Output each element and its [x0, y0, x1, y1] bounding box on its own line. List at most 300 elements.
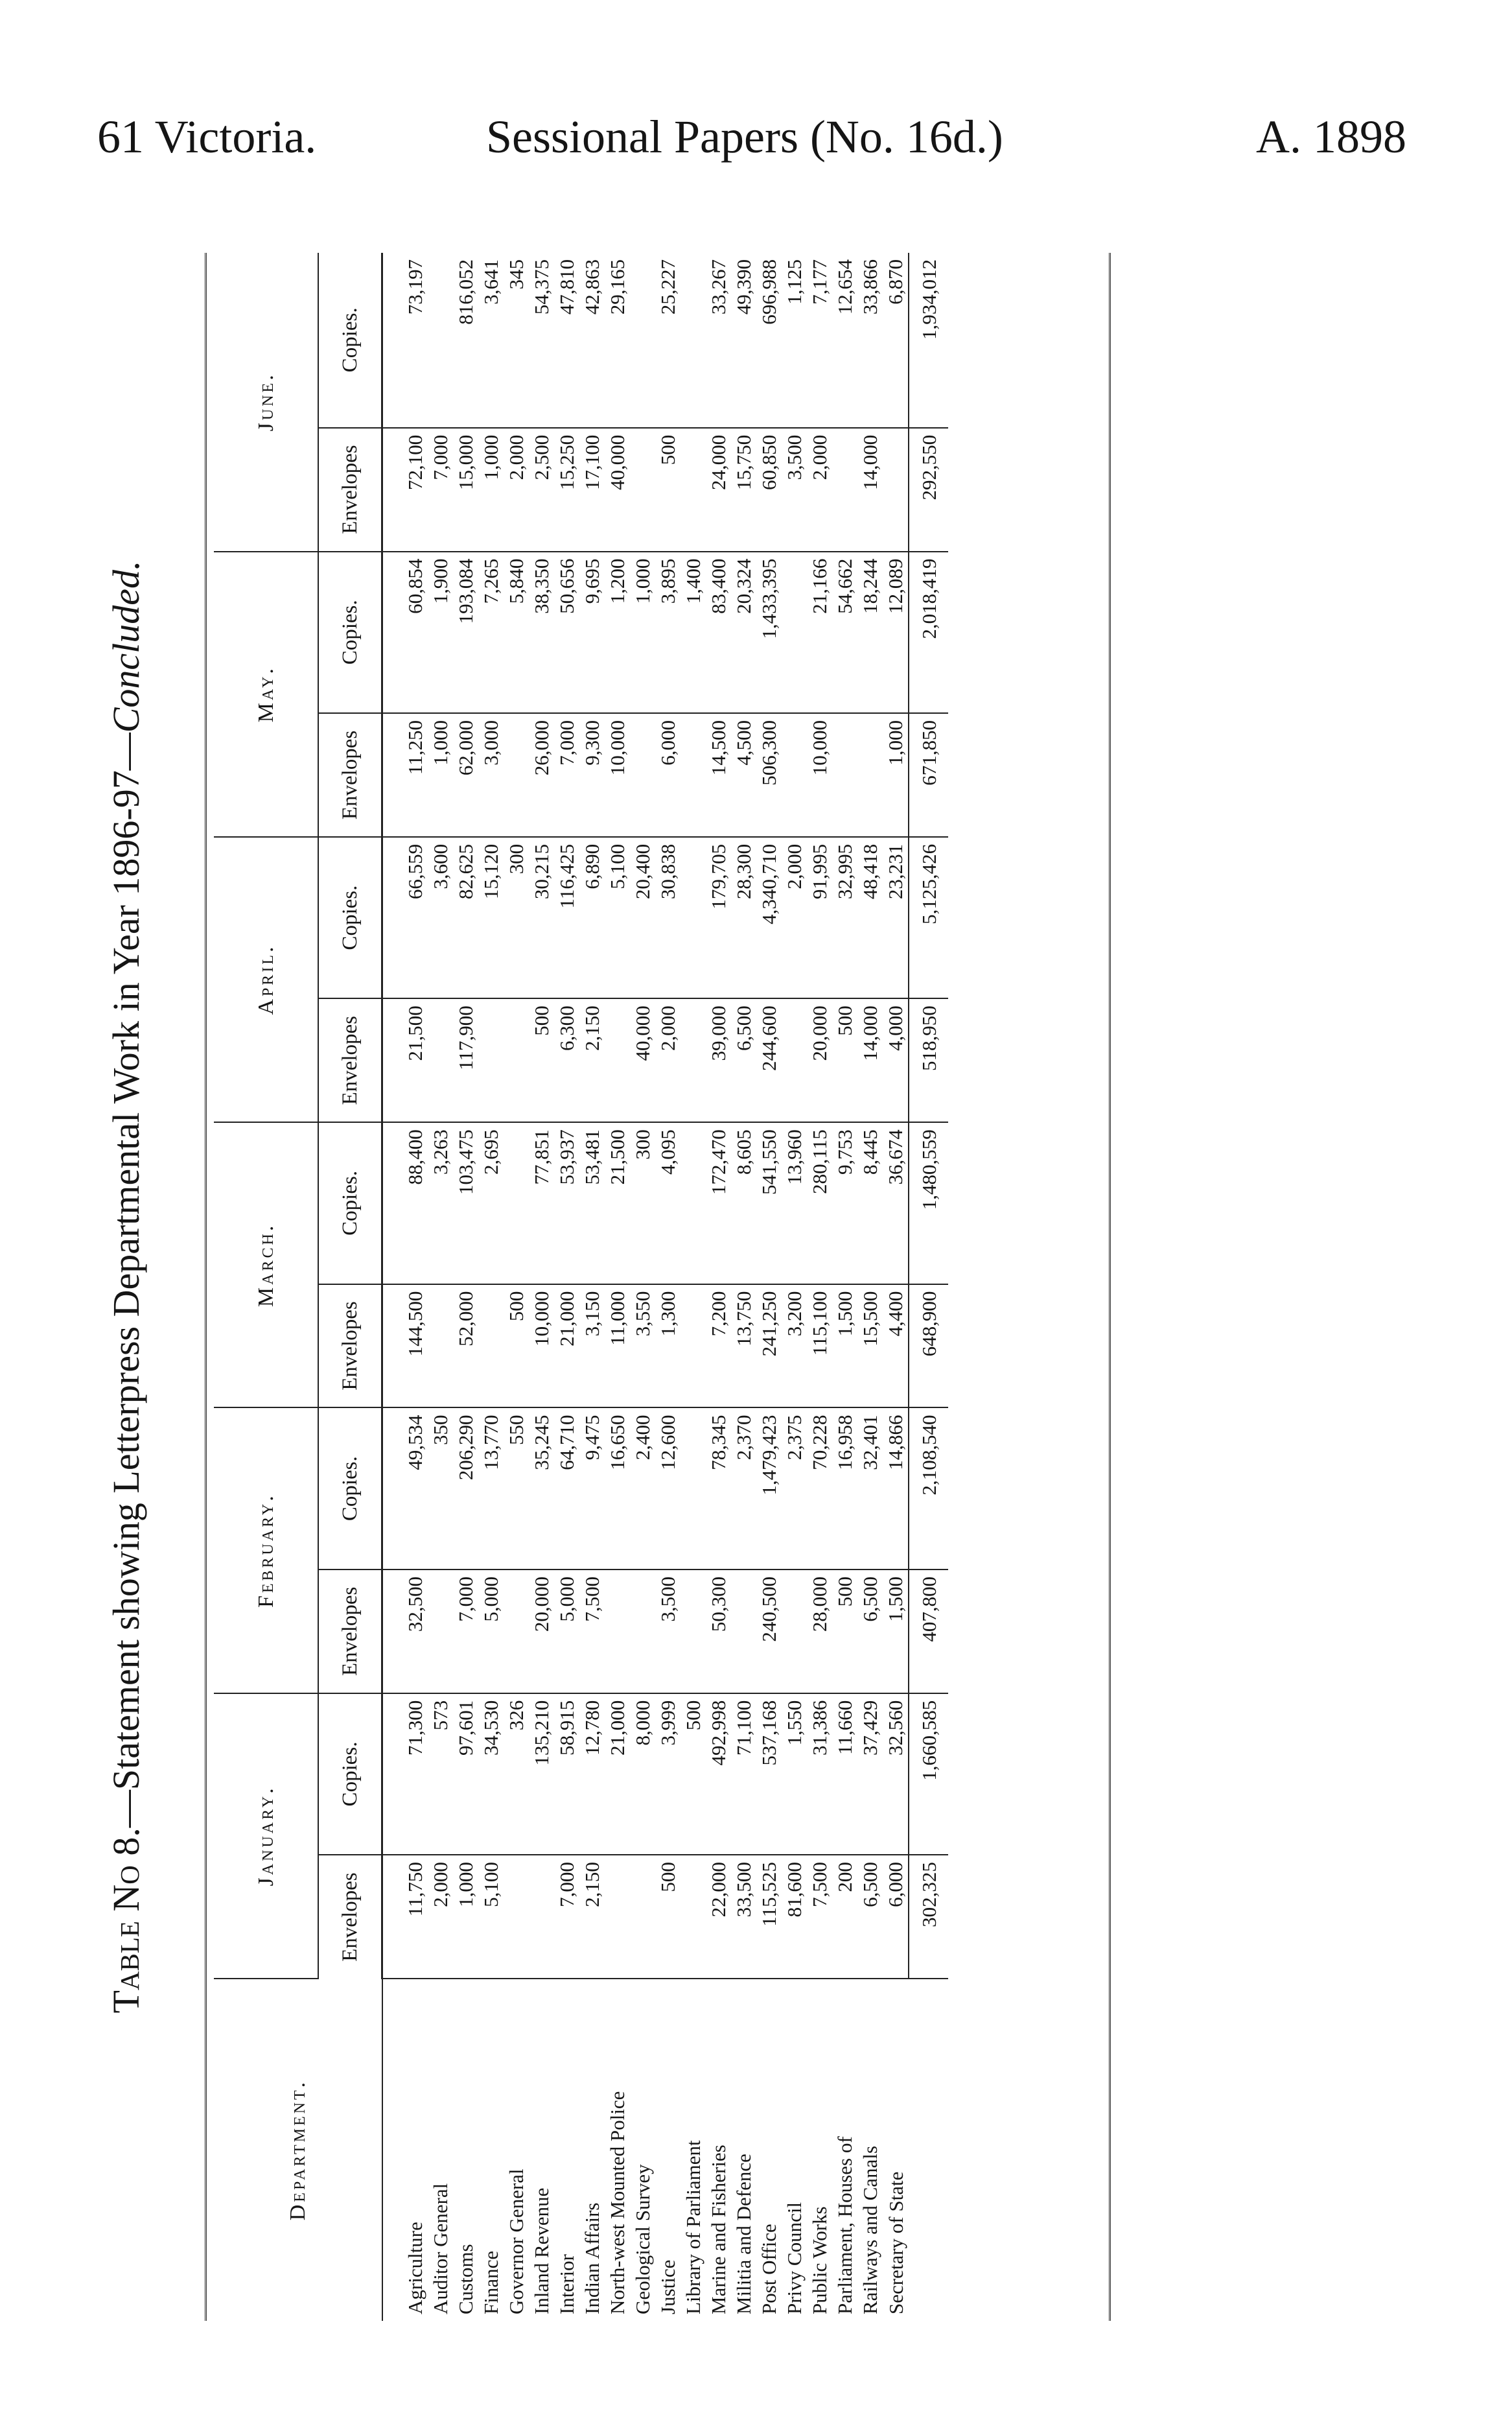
copies-cell: 8,445: [857, 1122, 883, 1284]
envelopes-cell: 81,600: [782, 1855, 807, 1979]
copies-cell: 3,600: [428, 837, 453, 998]
envelopes-cell: [428, 1570, 453, 1693]
copies-header: Copies.: [318, 837, 382, 998]
table-row: [382, 253, 428, 2321]
copies-cell: 7,177: [807, 253, 832, 428]
envelopes-cell: 7,000: [554, 713, 579, 837]
table-row: [478, 253, 504, 2321]
envelopes-cell: 7,200: [706, 1284, 731, 1408]
envelopes-cell: 10,000: [605, 713, 630, 837]
copies-cell: 32,401: [857, 1408, 883, 1570]
copies-cell: 350: [428, 1408, 453, 1570]
envelopes-cell: 500: [832, 1570, 857, 1693]
total-cell: 1,660,585: [909, 1693, 948, 1855]
copies-cell: 13,770: [478, 1408, 504, 1570]
department-name: Parliament, Houses of: [833, 2136, 856, 2314]
envelopes-cell: 6,300: [554, 998, 579, 1122]
copies-cell: 9,475: [579, 1408, 605, 1570]
copies-cell: 54,662: [832, 552, 857, 713]
department-name: Auditor General: [429, 2183, 452, 2314]
table-row: [529, 253, 554, 2321]
envelopes-header: Envelopes: [318, 1855, 382, 1979]
envelopes-cell: 5,100: [478, 1855, 504, 1979]
envelopes-cell: 9,300: [579, 713, 605, 837]
totals-row: [909, 253, 948, 2321]
envelopes-cell: 15,250: [554, 428, 579, 552]
table-top-rule: [205, 253, 207, 2321]
envelopes-cell: 1,000: [453, 1855, 478, 1979]
department-name: Agriculture: [403, 2222, 426, 2314]
copies-cell: 33,267: [706, 253, 731, 428]
copies-cell: 3,641: [478, 253, 504, 428]
copies-cell: 32,995: [832, 837, 857, 998]
copies-cell: 300: [504, 837, 529, 998]
total-cell: 1,480,559: [909, 1122, 948, 1284]
envelopes-cell: [883, 428, 909, 552]
envelopes-cell: 21,000: [554, 1284, 579, 1408]
copies-cell: 34,530: [478, 1693, 504, 1855]
envelopes-cell: [782, 1570, 807, 1693]
copies-cell: 5,100: [605, 837, 630, 998]
copies-cell: 71,100: [731, 1693, 756, 1855]
department-name: Public Works: [808, 2206, 831, 2314]
copies-cell: 53,937: [554, 1122, 579, 1284]
envelopes-cell: 50,300: [706, 1570, 731, 1693]
copies-cell: 37,429: [857, 1693, 883, 1855]
copies-cell: 31,386: [807, 1693, 832, 1855]
month-header: January.: [214, 1693, 318, 1979]
department-name: Geological Survey: [631, 2164, 654, 2314]
envelopes-cell: 240,500: [756, 1570, 782, 1693]
envelopes-cell: 115,525: [756, 1855, 782, 1979]
envelopes-cell: [605, 998, 630, 1122]
envelopes-cell: [680, 1855, 706, 1979]
month-header: February.: [214, 1408, 318, 1693]
copies-cell: 38,350: [529, 552, 554, 713]
envelopes-cell: 20,000: [807, 998, 832, 1122]
envelopes-cell: [478, 1284, 504, 1408]
envelopes-cell: 117,900: [453, 998, 478, 1122]
envelopes-cell: 10,000: [807, 713, 832, 837]
copies-cell: 82,625: [453, 837, 478, 998]
envelopes-cell: 14,500: [706, 713, 731, 837]
envelopes-cell: [680, 1570, 706, 1693]
copies-cell: 2,000: [782, 837, 807, 998]
total-cell: 648,900: [909, 1284, 948, 1408]
page-header: [97, 110, 1406, 188]
copies-cell: 66,559: [382, 837, 428, 998]
table-row: [807, 253, 832, 2321]
envelopes-cell: 17,100: [579, 428, 605, 552]
envelopes-cell: [478, 998, 504, 1122]
table-bottom-rule: [1109, 253, 1111, 2321]
envelopes-cell: 11,750: [382, 1855, 428, 1979]
total-cell: 292,550: [909, 428, 948, 552]
copies-cell: 492,998: [706, 1693, 731, 1855]
envelopes-cell: [630, 713, 655, 837]
copies-cell: 16,650: [605, 1408, 630, 1570]
envelopes-cell: [680, 428, 706, 552]
table-row: [706, 253, 731, 2321]
department-name: Justice: [657, 2259, 679, 2314]
department-name: Railways and Canals: [859, 2145, 881, 2314]
copies-cell: 280,115: [807, 1122, 832, 1284]
copies-cell: 12,600: [655, 1408, 680, 1570]
envelopes-cell: 33,500: [731, 1855, 756, 1979]
envelopes-cell: 26,000: [529, 713, 554, 837]
table-row: [554, 253, 579, 2321]
table-row: [579, 253, 605, 2321]
copies-cell: 54,375: [529, 253, 554, 428]
total-cell: 671,850: [909, 713, 948, 837]
envelopes-cell: [504, 1855, 529, 1979]
totals-label: [909, 1979, 948, 2321]
copies-header: Copies.: [318, 1408, 382, 1570]
copies-cell: 11,660: [832, 1693, 857, 1855]
copies-cell: 1,433,395: [756, 552, 782, 713]
envelopes-cell: 15,750: [731, 428, 756, 552]
envelopes-cell: 4,500: [731, 713, 756, 837]
envelopes-cell: 7,500: [807, 1855, 832, 1979]
copies-cell: 91,995: [807, 837, 832, 998]
envelopes-cell: 40,000: [630, 998, 655, 1122]
envelopes-cell: 4,000: [883, 998, 909, 1122]
copies-cell: 1,200: [605, 552, 630, 713]
table-row: [655, 253, 680, 2321]
envelopes-cell: 2,000: [807, 428, 832, 552]
total-cell: 2,018,419: [909, 552, 948, 713]
envelopes-cell: 20,000: [529, 1570, 554, 1693]
copies-cell: 6,890: [579, 837, 605, 998]
envelopes-cell: 39,000: [706, 998, 731, 1122]
envelopes-cell: 7,000: [453, 1570, 478, 1693]
envelopes-cell: 241,250: [756, 1284, 782, 1408]
copies-cell: 550: [504, 1408, 529, 1570]
copies-cell: 21,000: [605, 1693, 630, 1855]
copies-cell: 573: [428, 1693, 453, 1855]
copies-cell: 9,753: [832, 1122, 857, 1284]
table-row: [453, 253, 478, 2321]
total-cell: 2,108,540: [909, 1408, 948, 1570]
envelopes-cell: 6,500: [857, 1855, 883, 1979]
copies-cell: 47,810: [554, 253, 579, 428]
copies-cell: 97,601: [453, 1693, 478, 1855]
envelopes-cell: 10,000: [529, 1284, 554, 1408]
copies-cell: 2,695: [478, 1122, 504, 1284]
department-header: Department.: [214, 1979, 382, 2321]
copies-cell: 2,370: [731, 1408, 756, 1570]
copies-cell: 30,838: [655, 837, 680, 998]
copies-cell: 8,000: [630, 1693, 655, 1855]
envelopes-header: Envelopes: [318, 1284, 382, 1408]
department-name: Governor General: [505, 2169, 528, 2314]
envelopes-cell: 2,150: [579, 998, 605, 1122]
department-name: Indian Affairs: [581, 2202, 603, 2314]
copies-cell: 116,425: [554, 837, 579, 998]
envelopes-cell: 2,000: [655, 998, 680, 1122]
copies-header: Copies.: [318, 552, 382, 713]
envelopes-cell: 500: [655, 1855, 680, 1979]
total-cell: 407,800: [909, 1570, 948, 1693]
total-cell: 518,950: [909, 998, 948, 1122]
copies-cell: [680, 1122, 706, 1284]
envelopes-cell: 2,500: [529, 428, 554, 552]
copies-cell: 12,780: [579, 1693, 605, 1855]
envelopes-cell: 13,750: [731, 1284, 756, 1408]
copies-cell: 326: [504, 1693, 529, 1855]
envelopes-cell: 72,100: [382, 428, 428, 552]
envelopes-cell: [832, 428, 857, 552]
envelopes-cell: 506,300: [756, 713, 782, 837]
table-row: [731, 253, 756, 2321]
copies-cell: 58,915: [554, 1693, 579, 1855]
copies-cell: 12,089: [883, 552, 909, 713]
envelopes-cell: 3,150: [579, 1284, 605, 1408]
copies-cell: 14,866: [883, 1408, 909, 1570]
copies-cell: 1,900: [428, 552, 453, 713]
envelopes-cell: 2,150: [579, 1855, 605, 1979]
envelopes-cell: 7,500: [579, 1570, 605, 1693]
envelopes-cell: 3,000: [478, 713, 504, 837]
table-row: [857, 253, 883, 2321]
copies-cell: 206,290: [453, 1408, 478, 1570]
copies-cell: 2,400: [630, 1408, 655, 1570]
table-row: [504, 253, 529, 2321]
envelopes-cell: 7,000: [554, 1855, 579, 1979]
envelopes-cell: 1,000: [478, 428, 504, 552]
copies-cell: 42,863: [579, 253, 605, 428]
envelopes-cell: [782, 713, 807, 837]
copies-cell: [504, 1122, 529, 1284]
envelopes-cell: 15,500: [857, 1284, 883, 1408]
envelopes-cell: 5,000: [554, 1570, 579, 1693]
month-header: March.: [214, 1122, 318, 1407]
envelopes-cell: 144,500: [382, 1284, 428, 1408]
envelopes-cell: 200: [832, 1855, 857, 1979]
department-name: Finance: [480, 2250, 502, 2314]
copies-cell: 12,654: [832, 253, 857, 428]
envelopes-cell: 6,500: [857, 1570, 883, 1693]
department-name: Militia and Defence: [732, 2154, 755, 2314]
copies-cell: 3,895: [655, 552, 680, 713]
department-name: Library of Parliament: [682, 2140, 704, 2314]
envelopes-header: Envelopes: [318, 713, 382, 837]
department-name: Interior: [555, 2254, 578, 2314]
copies-cell: [630, 253, 655, 428]
envelopes-cell: [630, 1855, 655, 1979]
copies-cell: 300: [630, 1122, 655, 1284]
copies-cell: 9,695: [579, 552, 605, 713]
envelopes-cell: [680, 1284, 706, 1408]
copies-header: Copies.: [318, 253, 382, 428]
month-header: May.: [214, 552, 318, 837]
copies-header: Copies.: [318, 1122, 382, 1284]
table-row: [680, 253, 706, 2321]
copies-cell: 1,400: [680, 552, 706, 713]
department-name: Marine and Fisheries: [707, 2145, 730, 2314]
copies-cell: 541,550: [756, 1122, 782, 1284]
month-header: June.: [214, 253, 318, 552]
department-name: Customs: [454, 2244, 477, 2314]
envelopes-cell: 62,000: [453, 713, 478, 837]
envelopes-header: Envelopes: [318, 1570, 382, 1693]
envelopes-cell: 15,000: [453, 428, 478, 552]
total-cell: 1,934,012: [909, 253, 948, 428]
envelopes-cell: 28,000: [807, 1570, 832, 1693]
envelopes-cell: [832, 713, 857, 837]
total-cell: 5,125,426: [909, 837, 948, 998]
envelopes-cell: [782, 998, 807, 1122]
envelopes-cell: [731, 1570, 756, 1693]
envelopes-cell: 2,000: [428, 1855, 453, 1979]
copies-cell: [428, 253, 453, 428]
copies-cell: [782, 552, 807, 713]
copies-cell: 13,960: [782, 1122, 807, 1284]
copies-cell: 32,560: [883, 1693, 909, 1855]
envelopes-cell: 11,250: [382, 713, 428, 837]
copies-cell: 88,400: [382, 1122, 428, 1284]
statement-table: [214, 253, 948, 2321]
envelopes-cell: 3,550: [630, 1284, 655, 1408]
copies-cell: 537,168: [756, 1693, 782, 1855]
envelopes-cell: 500: [832, 998, 857, 1122]
envelopes-cell: [504, 713, 529, 837]
table-title-text: —Statement showing Letterpress Departmental Work in Year 1896-97—: [105, 733, 147, 1828]
table-row: [832, 253, 857, 2321]
copies-cell: 23,231: [883, 837, 909, 998]
department-name: Post Office: [758, 2224, 780, 2314]
envelopes-cell: 3,500: [655, 1570, 680, 1693]
envelopes-cell: 6,000: [883, 1855, 909, 1979]
envelopes-cell: 3,200: [782, 1284, 807, 1408]
copies-cell: 1,479,423: [756, 1408, 782, 1570]
envelopes-cell: 1,000: [428, 713, 453, 837]
envelopes-cell: 1,300: [655, 1284, 680, 1408]
envelopes-cell: [428, 1284, 453, 1408]
envelopes-cell: [630, 1570, 655, 1693]
copies-cell: 15,120: [478, 837, 504, 998]
envelopes-cell: 24,000: [706, 428, 731, 552]
envelopes-cell: [857, 713, 883, 837]
table-row: [605, 253, 630, 2321]
copies-cell: 16,958: [832, 1408, 857, 1570]
table-row: [630, 253, 655, 2321]
copies-cell: 49,390: [731, 253, 756, 428]
header-sessional-papers: Sessional Papers (No. 16d.): [486, 111, 1003, 163]
total-cell: 302,325: [909, 1855, 948, 1979]
copies-cell: 78,345: [706, 1408, 731, 1570]
envelopes-header: Envelopes: [318, 998, 382, 1122]
copies-cell: [680, 253, 706, 428]
copies-cell: 3,263: [428, 1122, 453, 1284]
envelopes-cell: [428, 998, 453, 1122]
envelopes-cell: 14,000: [857, 998, 883, 1122]
copies-cell: 103,475: [453, 1122, 478, 1284]
envelopes-cell: [680, 713, 706, 837]
header-year: A. 1898: [1256, 111, 1406, 163]
envelopes-cell: 32,500: [382, 1570, 428, 1693]
copies-cell: 193,084: [453, 552, 478, 713]
copies-cell: 3,999: [655, 1693, 680, 1855]
envelopes-cell: 3,500: [782, 428, 807, 552]
envelopes-header: Envelopes: [318, 428, 382, 552]
copies-cell: 6,870: [883, 253, 909, 428]
copies-cell: 36,674: [883, 1122, 909, 1284]
table-title-suffix: Concluded.: [105, 560, 147, 733]
envelopes-cell: 4,400: [883, 1284, 909, 1408]
envelopes-cell: [605, 1570, 630, 1693]
envelopes-cell: 244,600: [756, 998, 782, 1122]
envelopes-cell: 14,000: [857, 428, 883, 552]
envelopes-cell: [680, 998, 706, 1122]
month-header: April.: [214, 837, 318, 1122]
envelopes-cell: 21,500: [382, 998, 428, 1122]
envelopes-cell: 6,500: [731, 998, 756, 1122]
copies-cell: 25,227: [655, 253, 680, 428]
envelopes-cell: 500: [529, 998, 554, 1122]
copies-cell: 4,095: [655, 1122, 680, 1284]
copies-cell: 2,375: [782, 1408, 807, 1570]
table-title-label: Table No 8.: [105, 1828, 147, 2014]
copies-cell: 1,125: [782, 253, 807, 428]
copies-cell: 172,470: [706, 1122, 731, 1284]
copies-cell: 48,418: [857, 837, 883, 998]
envelopes-cell: 1,000: [883, 713, 909, 837]
department-name: Secretary of State: [884, 2171, 907, 2314]
copies-cell: 1,000: [630, 552, 655, 713]
envelopes-cell: 2,000: [504, 428, 529, 552]
copies-cell: 696,988: [756, 253, 782, 428]
envelopes-cell: 1,500: [832, 1284, 857, 1408]
copies-cell: 33,866: [857, 253, 883, 428]
copies-cell: 29,165: [605, 253, 630, 428]
copies-cell: 20,400: [630, 837, 655, 998]
table-row: [756, 253, 782, 2321]
copies-cell: 4,340,710: [756, 837, 782, 998]
table-row: [883, 253, 909, 2321]
copies-cell: 21,166: [807, 552, 832, 713]
copies-cell: 8,605: [731, 1122, 756, 1284]
copies-cell: 500: [680, 1693, 706, 1855]
copies-cell: 49,534: [382, 1408, 428, 1570]
copies-cell: 35,245: [529, 1408, 554, 1570]
envelopes-cell: 6,000: [655, 713, 680, 837]
statement-table-frame: [214, 253, 1102, 2321]
department-name: Privy Council: [783, 2202, 806, 2314]
copies-cell: 20,324: [731, 552, 756, 713]
table-title: [97, 240, 156, 2334]
copies-cell: 50,656: [554, 552, 579, 713]
envelopes-cell: 115,100: [807, 1284, 832, 1408]
envelopes-cell: [504, 1570, 529, 1693]
copies-cell: 70,228: [807, 1408, 832, 1570]
copies-cell: 5,840: [504, 552, 529, 713]
copies-cell: 21,500: [605, 1122, 630, 1284]
envelopes-cell: 7,000: [428, 428, 453, 552]
copies-cell: 1,550: [782, 1693, 807, 1855]
envelopes-cell: 22,000: [706, 1855, 731, 1979]
copies-cell: 28,300: [731, 837, 756, 998]
copies-cell: 64,710: [554, 1408, 579, 1570]
copies-cell: 77,851: [529, 1122, 554, 1284]
copies-cell: 345: [504, 253, 529, 428]
envelopes-cell: 5,000: [478, 1570, 504, 1693]
envelopes-cell: [605, 1855, 630, 1979]
table-row: [428, 253, 453, 2321]
envelopes-cell: 1,500: [883, 1570, 909, 1693]
copies-cell: 30,215: [529, 837, 554, 998]
rotated-table-page: [97, 240, 1102, 2334]
